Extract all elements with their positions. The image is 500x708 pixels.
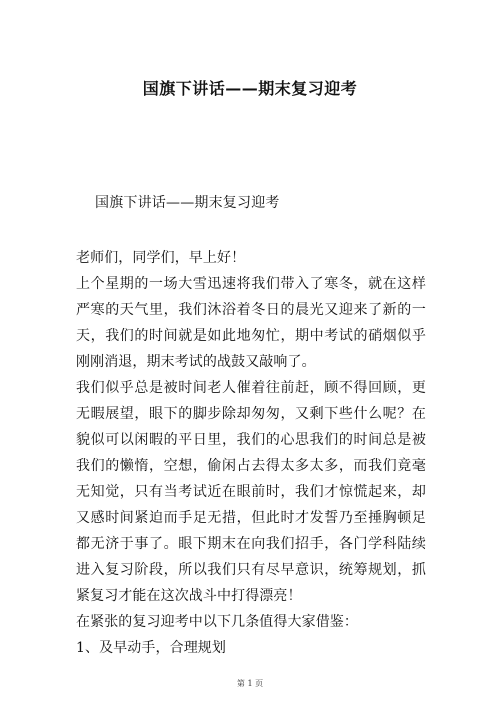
list-heading: 1、及早动手，合理规划 (76, 640, 227, 656)
paragraph: 我们似乎总是被时间老人催着往前赶，顾不得回顾，更无暇展望，眼下的脚步除却匆匆，又剩下些什么呢？在貌似可以闲暇的平日里，我们的心思我们的时间总是被我们的懒惰，空想，偷闲占去得太多太多，而我们竟毫无知觉，只有当考试近在眼前时，我们才惊慌起来，却又感时间紧迫而手足无措，但此时才发誓乃至捶胸顿足都无济于事了。眼下期末在向我们招手，各门学科陆续进入复习阶段，所以我们只有尽早意识，统筹规划，抓紧复习才能在这次战斗中打得漂亮！ (76, 380, 426, 604)
paragraph: 在紧张的复习迎考中以下几条值得大家借鉴： (76, 614, 358, 630)
page-number: 第 1 页 (236, 679, 264, 688)
document-subtitle: 国旗下讲话——期末复习迎考 (95, 195, 280, 211)
paragraph-greeting: 老师们，同学们，早上好！ (76, 250, 246, 266)
document-title: 国旗下讲话——期末复习迎考 (142, 79, 358, 98)
document-body (76, 245, 426, 661)
paragraph: 上个星期的一场大雪迅速将我们带入了寒冬，就在这样严寒的天气里，我们沐浴着冬日的晨光又迎来了新的一天，我们的时间就是如此地匆忙，期中考试的硝烟似乎刚刚消退，期末考试的战鼓又敲响了。 (76, 276, 426, 370)
